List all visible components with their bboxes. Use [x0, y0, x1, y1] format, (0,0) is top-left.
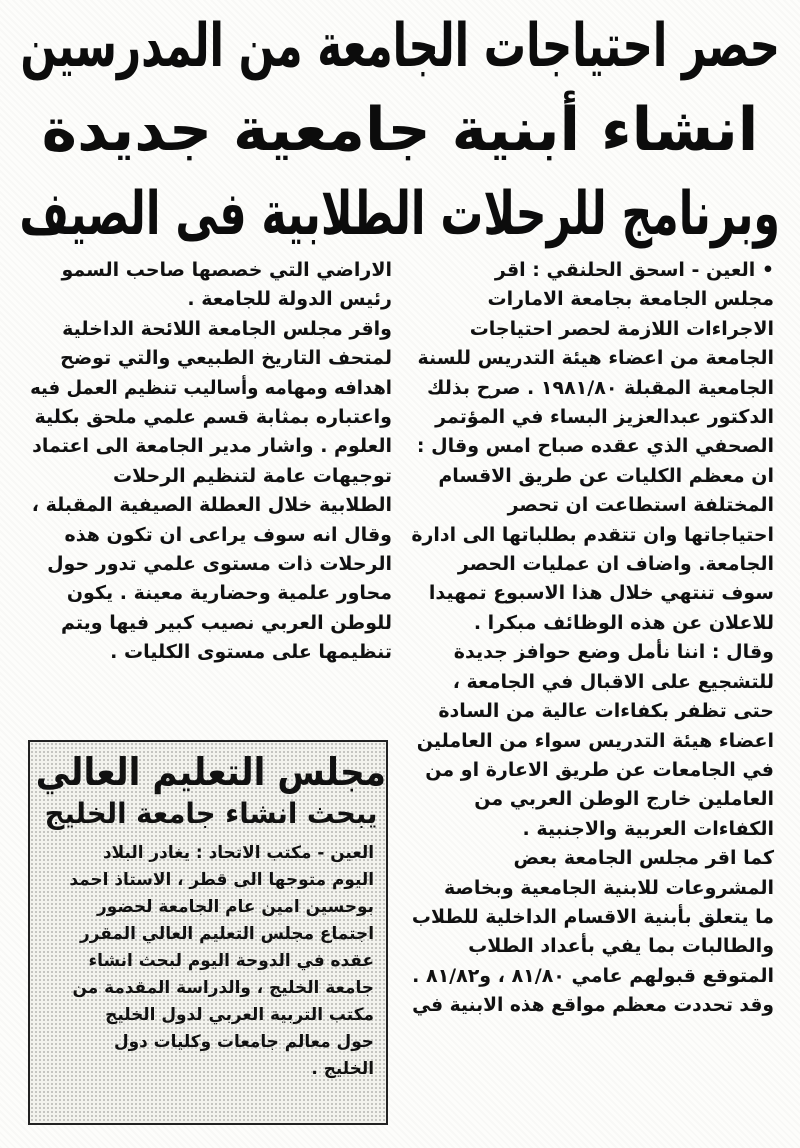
headline-line-2: انشاء أبنية جامعية جديدة — [41, 95, 759, 165]
sidebar-news-box — [28, 740, 388, 1125]
article-line: احتياجاتها وان تتقدم بطلباتها الى ادارة — [411, 523, 774, 546]
article-line: المشروعات للابنية الجامعية وبخاصة — [443, 876, 774, 899]
article-line: للاعلان عن هذه الوظائف مبكرا . — [473, 611, 774, 634]
article-line: الدكتور عبدالعزيز البساء في المؤتمر — [435, 406, 774, 429]
article-line: الصحفي الذي عقده صباح امس وقال : — [416, 435, 774, 458]
article-line: اهدافه ومهامه وأساليب تنظيم العمل فيه — [30, 376, 392, 399]
article-line: توجيهات عامة لتنظيم الرحلات — [113, 464, 392, 487]
headline-line-1: حصر احتياجات الجامعة من المدرسين — [20, 11, 781, 81]
article-line: الجامعية المقبلة ١٩٨١/٨٠ . صرح بذلك — [427, 376, 774, 399]
article-line: الجامعة من اعضاء هيئة التدريس للسنة — [417, 347, 774, 370]
box-line: الخليج . — [311, 1059, 374, 1079]
box-line: حول معالم جامعات وكليات دول — [113, 1032, 374, 1052]
box-line: العين - مكتب الاتحاد : يغادر البلاد — [102, 843, 374, 863]
article-right-column — [412, 256, 774, 1021]
article-line: محاور علمية وحضارية معينة . يكون — [66, 582, 392, 605]
box-line: جامعة الخليج ، والدراسة المقدمة من — [72, 978, 374, 998]
article-line: العلوم . واشار مدير الجامعة الى اعتماد — [32, 435, 392, 458]
article-line: حتى تظفر بكفاءات عالية من السادة — [438, 700, 774, 723]
box-line: بوحسين امين عام الجامعة لحضور — [97, 897, 375, 917]
headline — [20, 6, 780, 254]
article-line: تنظيمها على مستوى الكليات . — [110, 641, 392, 664]
article-line: العاملين خارج الوطن العربي من — [474, 788, 774, 811]
article-line: الكفاءات العربية والاجنبية . — [522, 817, 774, 840]
article-line: لمتحف التاريخ الطبيعي والتي توضح — [60, 347, 392, 370]
article-line: اعضاء هيئة التدريس سواء من العاملين — [416, 729, 774, 752]
article-line: • العين - اسحق الحلنقي : اقر — [494, 259, 774, 281]
article-line: وقد تحددت معظم مواقع هذه الابنية في — [412, 994, 774, 1017]
article-line: الطلابية خلال العطلة الصيفية المقبلة ، — [31, 494, 392, 517]
article-line: مجلس الجامعة بجامعة الامارات — [487, 288, 774, 311]
article-line: واقر مجلس الجامعة اللائحة الداخلية — [62, 317, 392, 340]
article-left-column — [30, 256, 392, 668]
box-subtitle: يبحث انشاء جامعة الخليج — [44, 797, 378, 830]
box-title: مجلس التعليم العالي — [35, 750, 387, 794]
headline-line-3: وبرنامج للرحلات الطلابية فى الصيف — [19, 179, 780, 249]
article-line: سوف تنتهي خلال هذا الاسبوع تمهيدا — [428, 582, 774, 605]
article-line: واعتباره بمثابة قسم علمي ملحق بكلية — [34, 406, 392, 429]
article-line: وقال انه سوف يراعى ان تكون هذه — [64, 523, 392, 546]
box-line: اجتماع مجلس التعليم العالي المقرر — [80, 924, 374, 944]
article-line: والطالبات بما يفي بأعداد الطلاب — [468, 935, 774, 958]
article-line: المختلفة استطاعت ان تحصر — [507, 494, 774, 517]
box-line: عقده في الدوحة اليوم لبحث انشاء — [88, 951, 374, 971]
article-line: الرحلات ذات مستوى علمي تدور حول — [47, 553, 392, 576]
article-line: الاراضي التي خصصها صاحب السمو — [61, 259, 392, 281]
article-line: وقال : اننا نأمل وضع حوافز جديدة — [453, 641, 774, 664]
article-line: ما يتعلق بأبنية الاقسام الداخلية للطلاب — [411, 905, 774, 928]
box-line: مكتب التربية العربي لدول الخليج — [105, 1005, 375, 1025]
box-line: اليوم متوجها الى قطر ، الاستاذ احمد — [69, 870, 375, 890]
article-line: للوطن العربي نصيب كبير فيها ويتم — [61, 611, 392, 634]
article-line: ان معظم الكليات عن طريق الاقسام — [438, 464, 774, 487]
article-line: في الجامعات عن طريق الاعارة او من — [425, 758, 774, 781]
article-line: للتشجيع على الاقبال في الجامعة ، — [452, 670, 774, 693]
article-line: الاجراءات اللازمة لحصر احتياجات — [469, 317, 774, 340]
article-line: الجامعة. واضاف ان عمليات الحصر — [457, 553, 774, 576]
article-line: رئيس الدولة للجامعة . — [187, 288, 392, 311]
article-line: المتوقع قبولهم عامي ٨١/٨٠ ، و٨١/٨٢ . — [412, 964, 774, 987]
article-line: كما اقر مجلس الجامعة بعض — [513, 847, 774, 870]
box-body — [30, 840, 386, 1083]
